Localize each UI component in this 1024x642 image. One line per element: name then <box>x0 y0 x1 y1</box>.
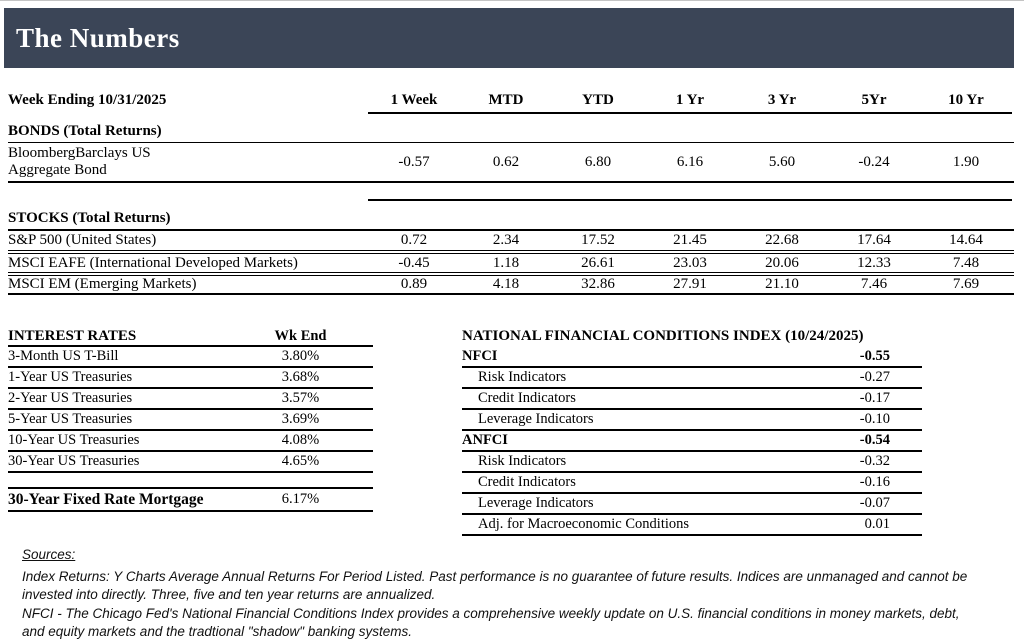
row-label: ANFCI <box>462 432 508 448</box>
week-ending-label: Week Ending 10/31/2025 <box>8 91 167 108</box>
table-row-5yr-treasury <box>8 410 373 431</box>
table-row-anfci-risk <box>462 452 922 473</box>
table-row-anfci-leverage <box>462 494 922 515</box>
title-bar <box>4 8 1014 68</box>
cell-value: 23.03 <box>673 254 707 271</box>
table-row-nfci-risk <box>462 368 922 389</box>
table-row-1yr-treasury <box>8 368 373 389</box>
cell-value: -0.17 <box>859 390 890 406</box>
cell-value: -0.24 <box>858 153 890 170</box>
wk-end-header: Wk End <box>274 328 327 344</box>
cell-value: -0.54 <box>859 432 890 448</box>
header-underline <box>368 112 1012 114</box>
cell-value: 14.64 <box>949 232 983 248</box>
row-label: 2-Year US Treasuries <box>8 390 133 406</box>
cell-value: 3.57% <box>281 390 320 406</box>
row-label: Credit Indicators <box>478 474 576 490</box>
row-label-line1: BloombergBarclays US <box>8 145 151 161</box>
table-row-nfci <box>462 347 922 368</box>
cell-value: 1.18 <box>492 254 520 271</box>
cell-value: 4.65% <box>281 453 320 469</box>
row-label: 3-Month US T-Bill <box>8 348 119 364</box>
returns-table <box>8 88 1014 295</box>
rates-gap-row <box>8 473 373 489</box>
cell-value: 20.06 <box>765 254 799 271</box>
sources-heading: Sources: <box>22 547 76 562</box>
cell-value: 0.89 <box>400 276 428 292</box>
row-label <box>8 145 368 179</box>
cell-value: 6.17% <box>281 491 320 507</box>
cell-value: 21.45 <box>673 232 707 248</box>
cell-value: 3.80% <box>281 348 320 364</box>
nfci-title: NATIONAL FINANCIAL CONDITIONS INDEX (10/24/2025) <box>462 328 864 344</box>
cell-value: 27.91 <box>673 276 707 292</box>
cell-value: -0.27 <box>859 369 890 385</box>
col-header-10yr: 10 Yr <box>948 91 984 108</box>
sources-index-returns-note: Index Returns: Y Charts Average Annual Returns For Period Listed. Past performance is no guarantee of future results. Indices are unmanaged and cannot be invested into directly. Three, five and ten year returns are annualized. <box>22 568 968 602</box>
row-label: Adj. for Macroeconomic Conditions <box>478 516 690 532</box>
table-row-anfci <box>462 431 922 452</box>
row-label: MSCI EAFE (International Developed Markets) <box>8 254 298 271</box>
table-row-sp500 <box>8 231 1014 251</box>
col-header-3yr: 3 Yr <box>767 91 797 108</box>
col-header-mtd: MTD <box>488 91 524 108</box>
row-label-line2: Aggregate Bond <box>8 162 107 178</box>
cell-value: 6.16 <box>676 153 704 170</box>
cell-value: 7.69 <box>952 276 980 292</box>
interest-rates-title: INTEREST RATES <box>8 328 137 344</box>
table-row-nfci-leverage <box>462 410 922 431</box>
cell-value: -0.57 <box>398 153 430 170</box>
table-row-msci-em <box>8 275 1014 295</box>
cell-value: 0.01 <box>864 516 890 532</box>
cell-value: 17.52 <box>581 232 615 248</box>
table-row-anfci-credit <box>462 473 922 494</box>
row-label: 1-Year US Treasuries <box>8 369 133 385</box>
page-title: The Numbers <box>16 22 180 53</box>
cell-value: 22.68 <box>765 232 799 248</box>
cell-value: 6.80 <box>584 153 612 170</box>
col-header-ytd: YTD <box>582 91 614 108</box>
row-label: 10-Year US Treasuries <box>8 432 140 448</box>
table-row-2yr-treasury <box>8 389 373 410</box>
stocks-section-heading: STOCKS (Total Returns) <box>8 210 1014 231</box>
cell-value: 3.68% <box>281 369 320 385</box>
col-header-5yr: 5Yr <box>861 91 887 108</box>
interest-rates-table <box>8 328 373 512</box>
cell-value: -0.10 <box>859 411 890 427</box>
cell-value: 4.08% <box>281 432 320 448</box>
cell-value: 2.34 <box>492 232 520 248</box>
row-label: 30-Year Fixed Rate Mortgage <box>8 490 204 508</box>
returns-header-row <box>8 88 1014 112</box>
row-label: 5-Year US Treasuries <box>8 411 133 427</box>
stocks-top-rule <box>368 183 1012 201</box>
page-top-rule <box>0 0 1024 1</box>
sources-nfci-note: NFCI - The Chicago Fed's National Financial Conditions Index provides a comprehensive weekly update on U.S. financial conditions in money markets, debt, and equity markets and the tradtional "shadow" banking systems. <box>22 605 960 639</box>
col-header-1yr: 1 Yr <box>675 91 705 108</box>
row-label: Leverage Indicators <box>478 495 594 511</box>
cell-value: 7.48 <box>952 254 980 271</box>
cell-value: 12.33 <box>857 254 891 271</box>
row-label: Credit Indicators <box>478 390 576 406</box>
table-row-nfci-credit <box>462 389 922 410</box>
row-label: MSCI EM (Emerging Markets) <box>8 276 197 292</box>
table-row-aggregate-bond <box>8 143 1014 183</box>
row-label: Risk Indicators <box>478 453 567 469</box>
row-label: Leverage Indicators <box>478 411 594 427</box>
cell-value: -0.55 <box>859 348 890 364</box>
row-label: NFCI <box>462 348 498 364</box>
cell-value: -0.32 <box>859 453 890 469</box>
table-row-msci-eafe <box>8 253 1014 273</box>
row-label: S&P 500 (United States) <box>8 232 157 248</box>
table-row-30yr-mortgage <box>8 489 373 512</box>
cell-value: 5.60 <box>768 153 796 170</box>
cell-value: 0.62 <box>492 153 520 170</box>
interest-rates-header <box>8 328 373 347</box>
sources-section <box>22 546 970 642</box>
row-label: Risk Indicators <box>478 369 567 385</box>
nfci-table <box>462 328 922 536</box>
cell-value: -0.07 <box>859 495 890 511</box>
row-label: 30-Year US Treasuries <box>8 453 140 469</box>
cell-value: 32.86 <box>581 276 615 292</box>
table-row-3mo-tbill <box>8 347 373 368</box>
cell-value: 4.18 <box>492 276 520 292</box>
cell-value: 17.64 <box>857 232 891 248</box>
col-header-1week: 1 Week <box>390 91 438 108</box>
cell-value: 3.69% <box>281 411 320 427</box>
cell-value: -0.16 <box>859 474 890 490</box>
table-row-anfci-macro-adj <box>462 515 922 536</box>
cell-value: 0.72 <box>400 232 428 248</box>
cell-value: 7.46 <box>860 276 888 292</box>
table-row-10yr-treasury <box>8 431 373 452</box>
table-row-30yr-treasury <box>8 452 373 473</box>
bonds-section-heading: BONDS (Total Returns) <box>8 123 1014 143</box>
cell-value: 26.61 <box>581 254 615 271</box>
cell-value: -0.45 <box>398 254 430 271</box>
cell-value: 21.10 <box>765 276 799 292</box>
cell-value: 1.90 <box>952 153 980 170</box>
